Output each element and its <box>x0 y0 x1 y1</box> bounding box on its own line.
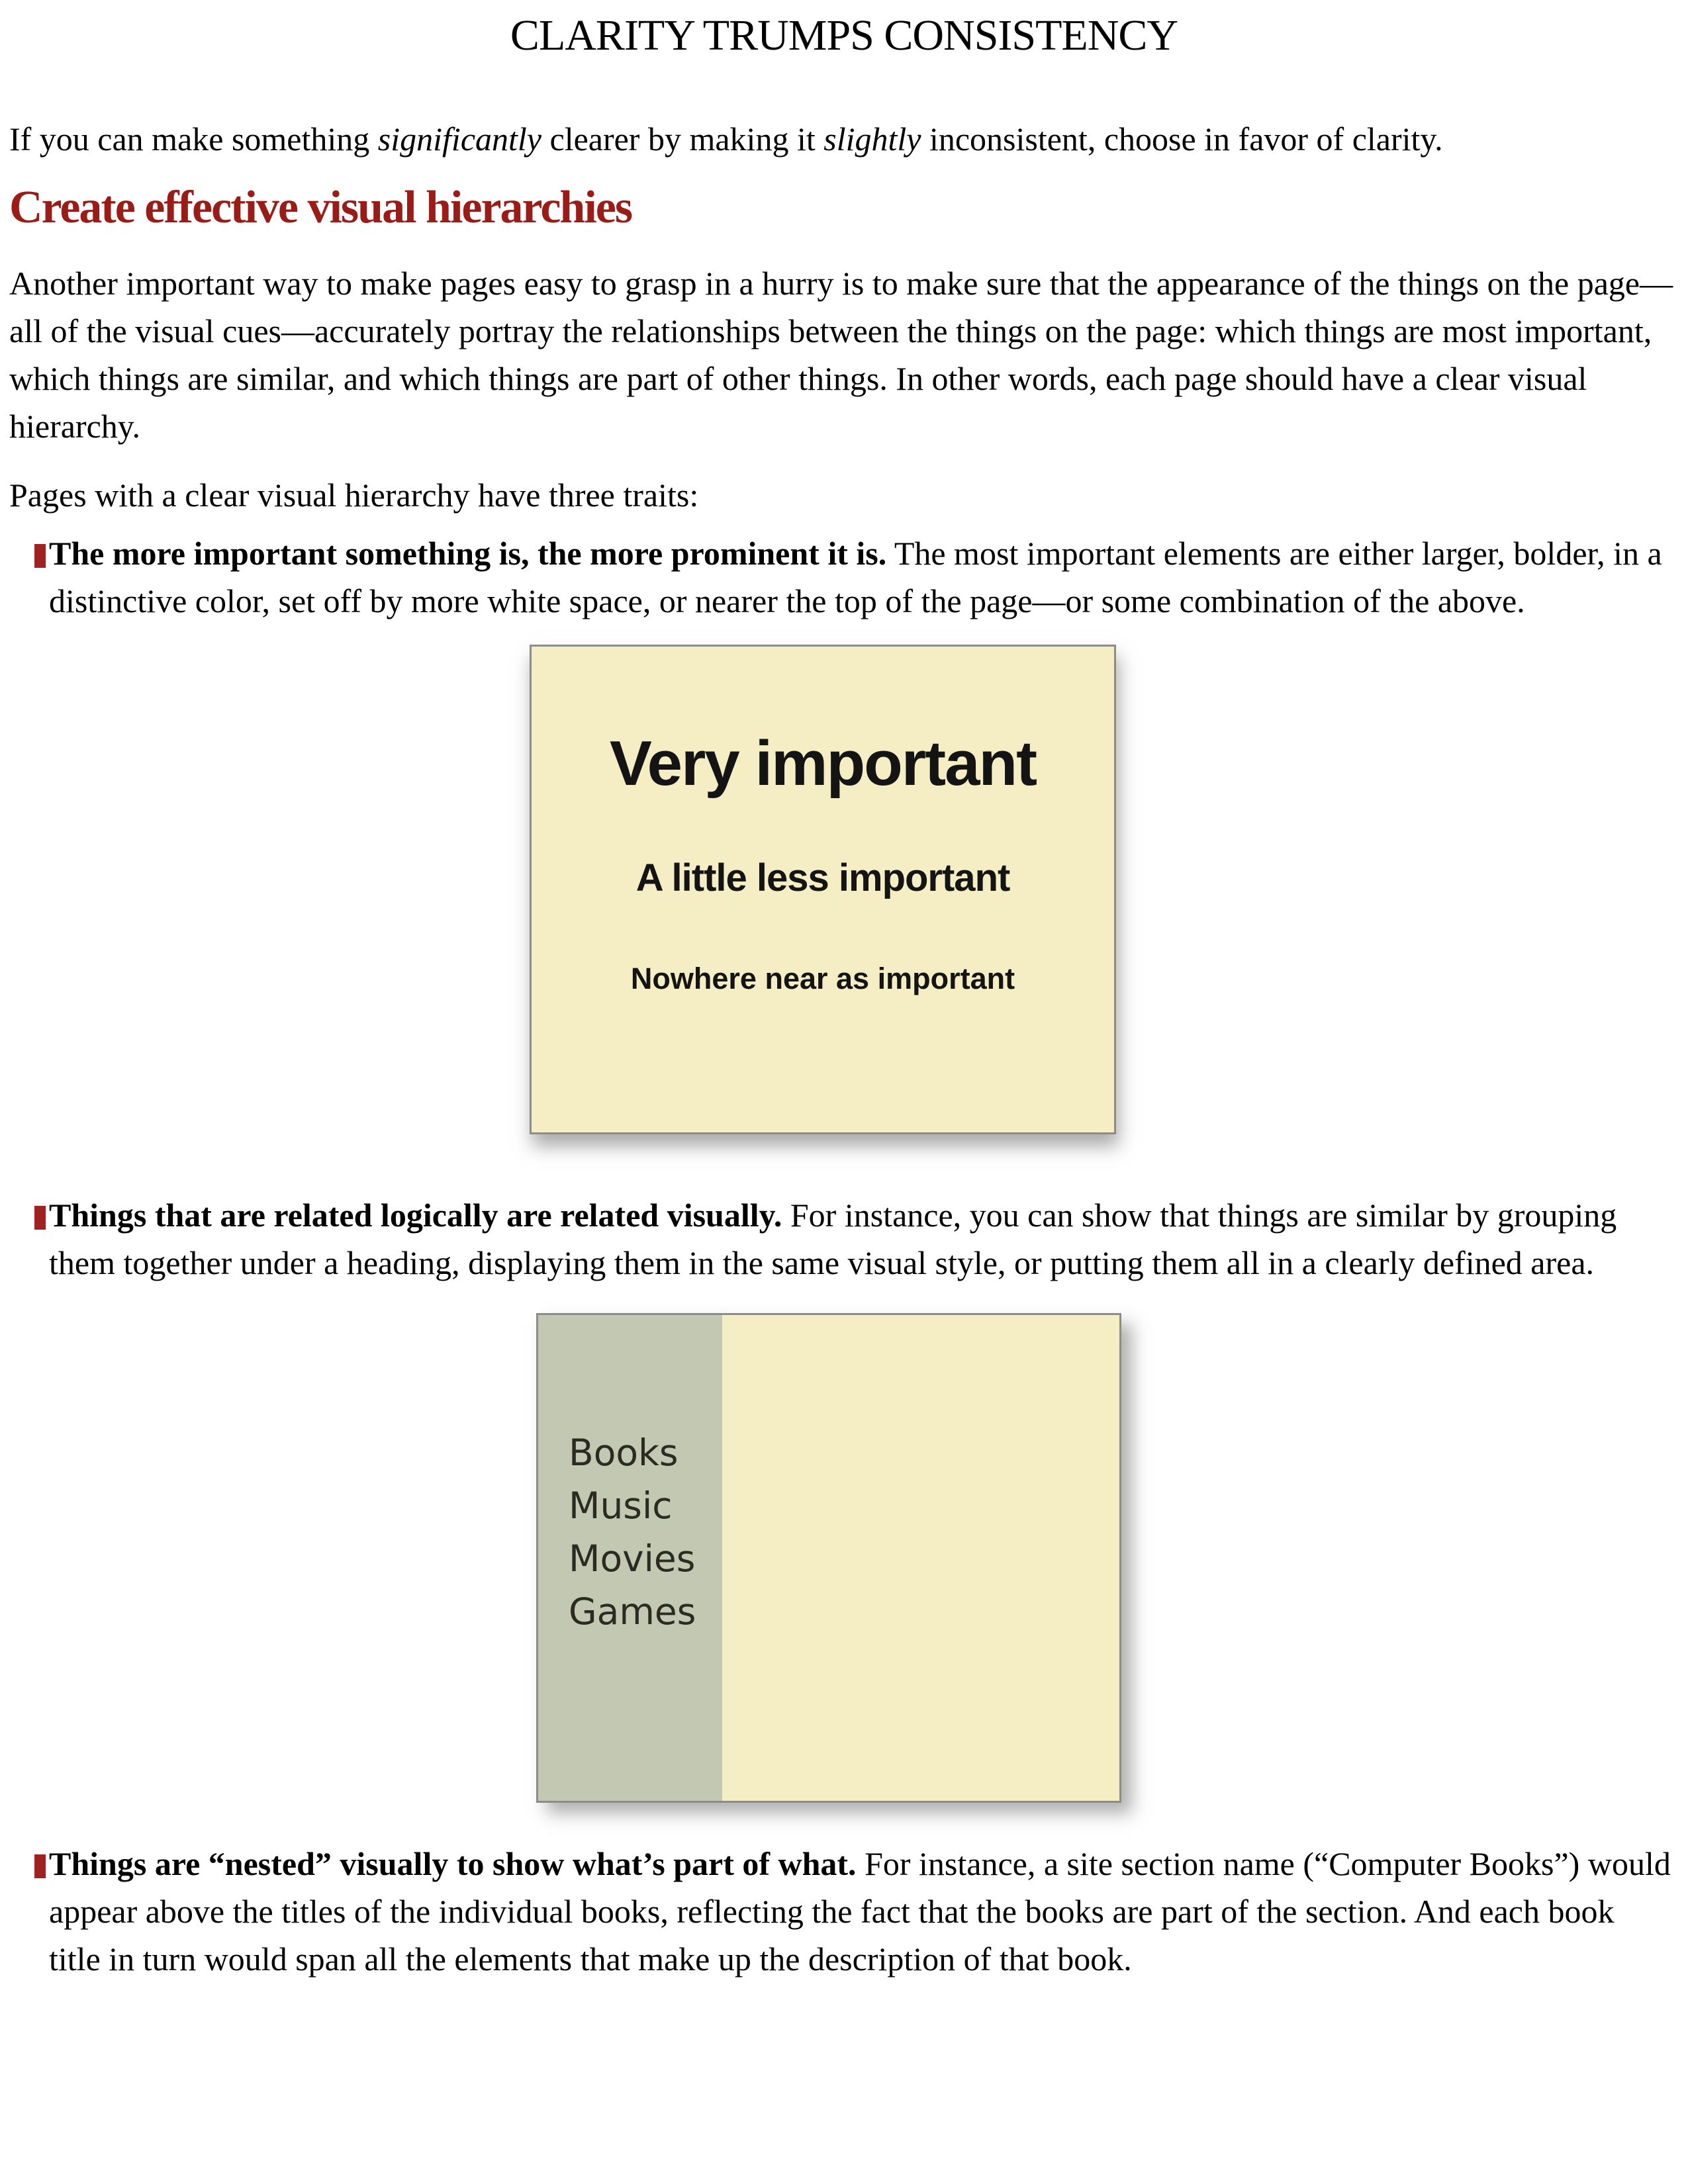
bullet-lead: The more important something is, the more prominent it is. <box>49 535 887 572</box>
bullet-rest: For instance, a site section name (“Computer Books”) would appear above the titles of the individual books, reflecting the fact that the books are part of the section. And each book title in turn would span all the elements that make up the description of that book. <box>49 1845 1671 1978</box>
bullet-square-icon <box>34 1854 46 1878</box>
intro-paragraph <box>9 115 1679 163</box>
figure2-content-area <box>722 1315 1119 1801</box>
bullet-lead: Things are “nested” visually to show what’s part of what. <box>49 1845 857 1882</box>
bullet-paragraph <box>49 1191 1672 1287</box>
figure2-nav-music: Music <box>569 1484 673 1527</box>
figure2-sidebar <box>538 1315 722 1801</box>
bullet-paragraph <box>49 1840 1672 1983</box>
figure2-nav-books: Books <box>569 1432 679 1474</box>
intro-text-1: If you can make something <box>9 120 378 158</box>
intro-text-2: clearer by making it <box>541 120 824 158</box>
running-head: CLARITY TRUMPS CONSISTENCY <box>510 11 1178 60</box>
bullet-square-icon <box>34 544 46 568</box>
bullet-item-nesting <box>9 1840 1679 1983</box>
intro-text-3: inconsistent, choose in favor of clarity. <box>921 120 1443 158</box>
figure-grouped-navigation <box>536 1313 1121 1803</box>
bullet-rest: The most important elements are either larger, bolder, in a distinctive color, set off by more white space, or nearer the top of the page—or some combination of the above. <box>49 535 1662 619</box>
figure1-little-less-important: A little less important <box>635 856 1010 899</box>
figure2-nav-movies: Movies <box>569 1537 696 1580</box>
section-heading: Create effective visual hierarchies <box>9 182 632 233</box>
traits-intro: Pages with a clear visual hierarchy have three traits: <box>9 477 699 514</box>
bullet-square-icon <box>34 1206 46 1230</box>
bullet-item-grouping <box>9 1191 1679 1287</box>
figure1-nowhere-near-important: Nowhere near as important <box>630 962 1015 995</box>
intro-italic-slightly: slightly <box>823 120 921 158</box>
body-paragraph: Another important way to make pages easy to grasp in a hurry is to make sure that the appearance of the things on the page—all of the visual cues—accurately portray the relationships between the things on the page: which things are most important, which things are similar, and which things are part of other things. In other words, each page should have a clear visual hierarchy. <box>9 265 1673 445</box>
bullet-lead: Things that are related logically are related visually. <box>49 1197 782 1234</box>
figure2-nav-games: Games <box>569 1590 696 1633</box>
bullet-paragraph <box>49 529 1672 625</box>
bullet-item-prominence <box>9 529 1679 625</box>
bullet-rest: For instance, you can show that things are similar by grouping them together under a heading, displaying them in the same visual style, or putting them all in a clearly defined area. <box>49 1197 1617 1281</box>
intro-italic-significantly: significantly <box>377 120 541 158</box>
figure1-very-important: Very important <box>609 728 1037 799</box>
figure-importance-hierarchy <box>530 645 1116 1134</box>
